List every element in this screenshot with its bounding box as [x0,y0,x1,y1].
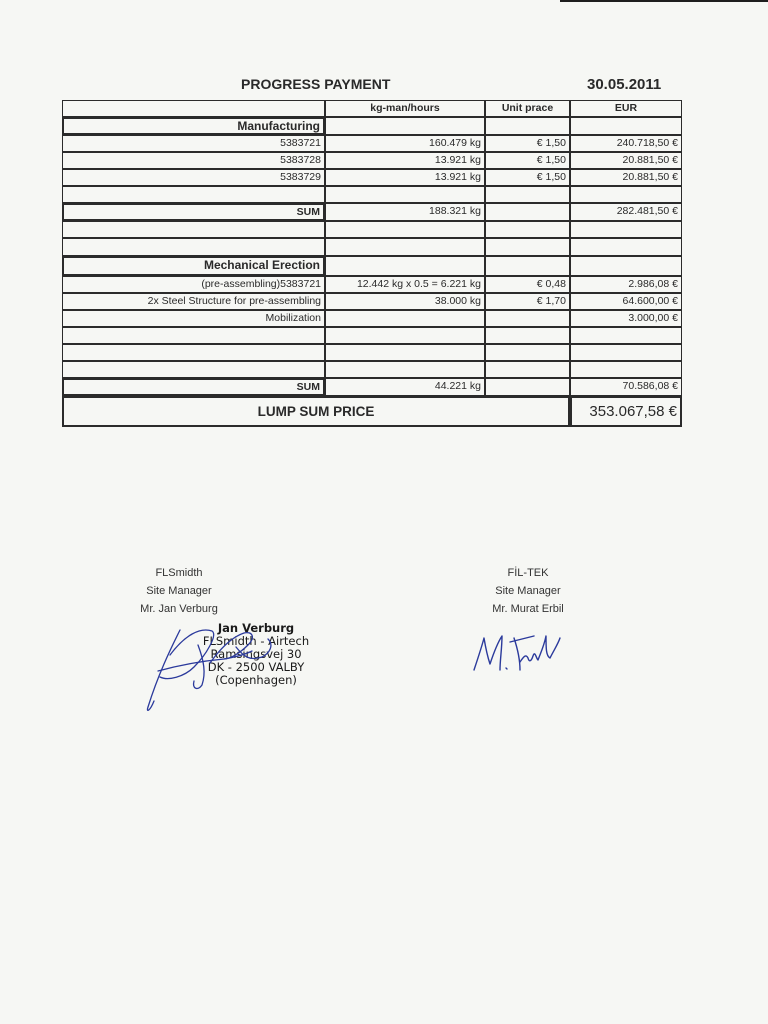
document-date: 30.05.2011 [587,76,662,93]
item-cell: 5383721 [62,135,325,152]
unit-price-cell [485,310,570,327]
payment-table [62,100,682,427]
blank-cell [485,221,570,238]
signatory-left-company: FLSmidth [155,567,203,579]
signatory-right-name: Mr. Murat Erbil [492,603,564,615]
blank-cell [570,344,682,361]
blank-cell [62,361,325,378]
signatory-left-name: Mr. Jan Verburg [140,603,218,615]
signatory-right [453,564,603,618]
unit-price-cell: € 1,50 [485,169,570,186]
header-qty: kg-man/hours [325,100,485,117]
sum-label-manufacturing: SUM [62,203,325,221]
blank-cell [325,221,485,238]
section-heading-manufacturing: Manufacturing [62,117,325,135]
signatory-left [104,564,254,618]
lump-sum-label: LUMP SUM PRICE [62,396,570,427]
blank-cell [325,117,485,135]
header-eur: EUR [570,100,682,117]
blank-cell [325,186,485,203]
blank-cell [325,327,485,344]
section-heading-mechanical-erection: Mechanical Erection [62,256,325,276]
top-edge-line [560,0,768,2]
signature-right [470,628,565,678]
eur-cell: 2.986,08 € [570,276,682,293]
item-cell: (pre-assembling)5383721 [62,276,325,293]
qty-cell: 160.479 kg [325,135,485,152]
blank-cell [485,344,570,361]
eur-cell: 20.881,50 € [570,169,682,186]
blank-cell [62,238,325,256]
blank-cell [570,238,682,256]
blank-cell [485,361,570,378]
qty-cell: 13.921 kg [325,169,485,186]
blank-cell [485,186,570,203]
blank-cell [62,327,325,344]
header-blank-cell [62,100,325,117]
eur-cell: 3.000,00 € [570,310,682,327]
item-cell: Mobilization [62,310,325,327]
blank-cell [325,238,485,256]
document-title: PROGRESS PAYMENT [241,76,391,92]
stamp-line: FLSmidth - Airtech [202,634,310,648]
blank-cell [325,256,485,276]
item-cell: 5383729 [62,169,325,186]
unit-price-cell: € 0,48 [485,276,570,293]
blank-cell [570,256,682,276]
qty-cell: 12.442 kg x 0.5 = 6.221 kg [325,276,485,293]
signature-left [140,615,290,715]
blank-cell [570,117,682,135]
qty-cell [325,310,485,327]
signatory-right-role: Site Manager [495,585,561,597]
blank-cell [570,186,682,203]
blank-cell [485,238,570,256]
sum-eur-manufacturing: 282.481,50 € [570,203,682,221]
blank-cell [485,327,570,344]
item-cell: 2x Steel Structure for pre-assembling [62,293,325,310]
item-cell: 5383728 [62,152,325,169]
signatory-left-role: Site Manager [146,585,212,597]
unit-price-cell: € 1,70 [485,293,570,310]
stamp-line: (Copenhagen) [215,673,297,687]
qty-cell: 38.000 kg [325,293,485,310]
eur-cell: 20.881,50 € [570,152,682,169]
lump-sum-value: 353.067,58 € [570,396,682,427]
sum-label-erection: SUM [62,378,325,396]
blank-cell [570,327,682,344]
header-unit-price: Unit prace [485,100,570,117]
blank-cell [570,221,682,238]
stamp-line: Ramsingsvej 30 [210,647,302,661]
blank-cell [570,361,682,378]
sum-qty-manufacturing: 188.321 kg [325,203,485,221]
blank-cell [62,221,325,238]
eur-cell: 64.600,00 € [570,293,682,310]
eur-cell: 240.718,50 € [570,135,682,152]
stamp-line: Jan Verburg [217,621,295,635]
blank-cell [485,203,570,221]
blank-cell [325,361,485,378]
sum-qty-erection: 44.221 kg [325,378,485,396]
unit-price-cell: € 1,50 [485,152,570,169]
signatory-right-company: FİL-TEK [507,567,549,579]
blank-cell [325,344,485,361]
blank-cell [62,186,325,203]
sum-eur-erection: 70.586,08 € [570,378,682,396]
stamp-line: DK - 2500 VALBY [207,660,305,674]
blank-cell [485,378,570,396]
blank-cell [485,117,570,135]
unit-price-cell: € 1,50 [485,135,570,152]
blank-cell [485,256,570,276]
qty-cell: 13.921 kg [325,152,485,169]
blank-cell [62,344,325,361]
